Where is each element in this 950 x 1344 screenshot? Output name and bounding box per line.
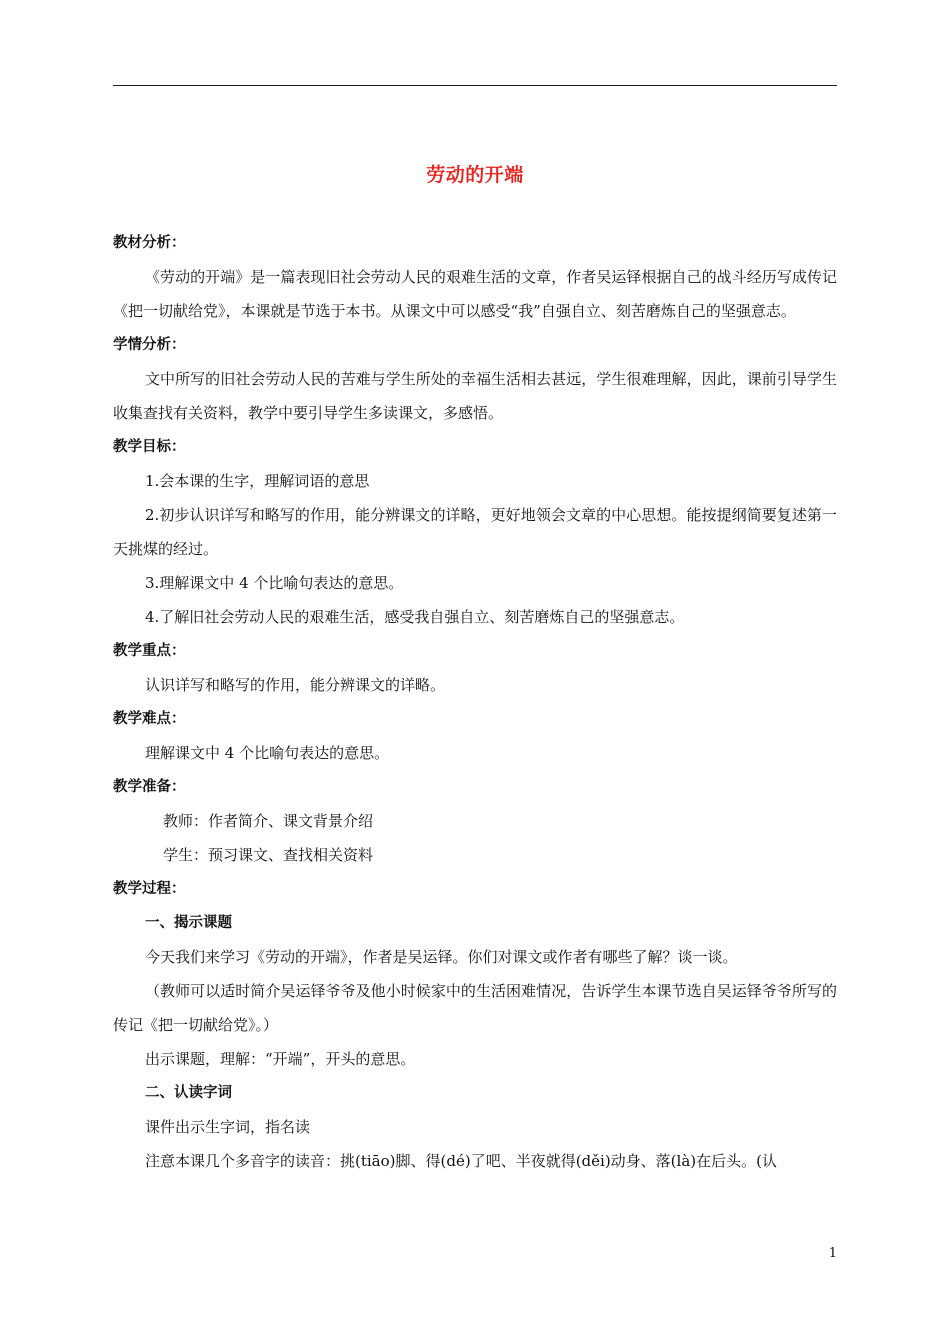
goal-item: 2.初步认识详写和略写的作用，能分辨课文的详略，更好地领会文章的中心思想。能按提纲简要复述第一天挑煤的经过。: [113, 506, 837, 558]
process-paragraph: 注意本课几个多音字的读音：挑(tiāo)脚、得(dé)了吧、半夜就得(děi)动身、落(là)在后头。(认: [145, 1152, 777, 1170]
process-paragraph: 出示课题，理解：“开端”，开头的意思。: [145, 1050, 416, 1068]
process-step-title: 二、认读字词: [145, 1085, 232, 1101]
process-paragraph: （教师可以适时简介吴运铎爷爷及他小时候家中的生活困难情况，告诉学生本课节选自吴运铎爷爷所写的传记《把一切献给党》。）: [113, 982, 837, 1034]
difficulties-paragraph: 理解课文中 4 个比喻句表达的意思。: [145, 744, 390, 762]
material-paragraph: 《劳动的开端》是一篇表现旧社会劳动人民的艰难生活的文章，作者吴运铎根据自己的战斗经历写成传记《把一切献给党》，本课就是节选于本书。从课文中可以感受“我”自强自立、刻苦磨炼自己的坚强意志。: [113, 268, 837, 320]
section-heading-students: 学情分析：: [113, 337, 186, 353]
process-paragraph: 课件出示生字词，指名读: [145, 1118, 311, 1136]
preparation-students: 学生：预习课文、查找相关资料: [163, 846, 374, 864]
key-points-paragraph: 认识详写和略写的作用，能分辨课文的详略。: [145, 676, 446, 694]
process-paragraph: 今天我们来学习《劳动的开端》，作者是吴运铎。你们对课文或作者有哪些了解？谈一谈。: [145, 948, 738, 966]
section-heading-goals: 教学目标：: [113, 439, 186, 455]
section-heading-key-points: 教学重点：: [113, 643, 186, 659]
goal-item: 4.了解旧社会劳动人民的艰难生活，感受我自强自立、刻苦磨炼自己的坚强意志。: [145, 608, 685, 626]
section-heading-process: 教学过程：: [113, 881, 186, 897]
process-step-title: 一、揭示课题: [145, 915, 232, 931]
section-heading-material: 教材分析：: [113, 235, 186, 251]
section-heading-difficulties: 教学难点：: [113, 711, 186, 727]
section-heading-preparation: 教学准备：: [113, 779, 186, 795]
goal-item: 3.理解课文中 4 个比喻句表达的意思。: [145, 574, 404, 592]
page-title: 劳动的开端: [426, 164, 524, 186]
preparation-teacher: 教师：作者简介、课文背景介绍: [163, 812, 374, 830]
document-body: [113, 226, 837, 1178]
page-number: 1: [828, 1246, 837, 1261]
header-rule: [113, 85, 837, 86]
goal-item: 1.会本课的生字，理解词语的意思: [145, 472, 370, 490]
students-paragraph: 文中所写的旧社会劳动人民的苦难与学生所处的幸福生活相去甚远，学生很难理解，因此，课前引导学生收集查找有关资料，教学中要引导学生多读课文，多感悟。: [113, 370, 837, 422]
